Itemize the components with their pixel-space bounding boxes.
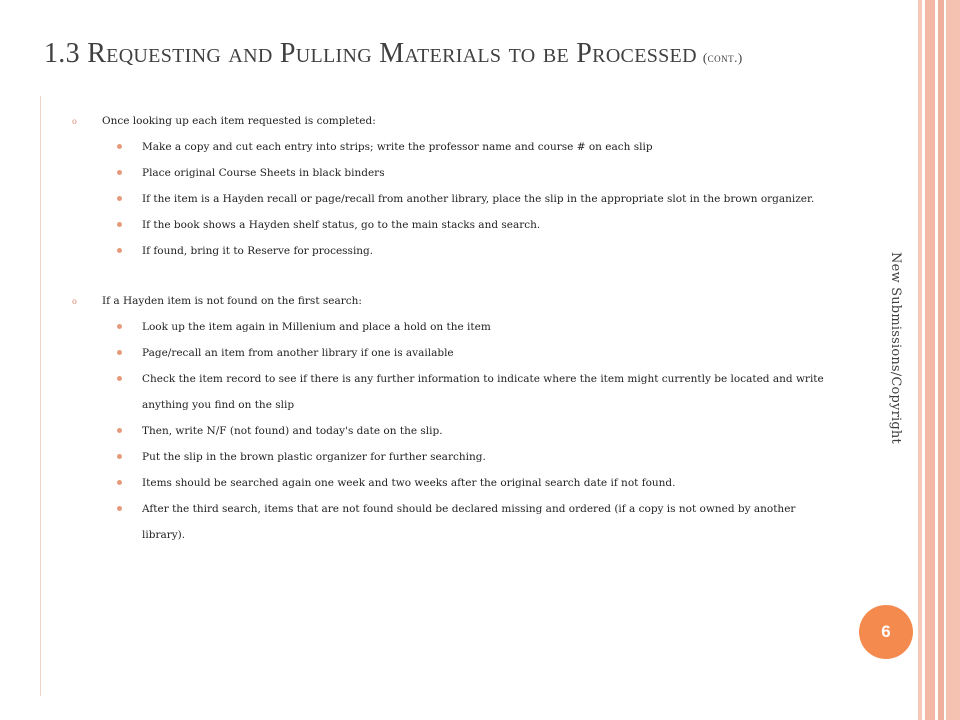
list-item-text: After the third search, items that are not found should be declared missing and ordered (if a copy is not owned by another library).	[142, 503, 796, 541]
bullet-dot-icon	[117, 196, 122, 201]
section-not-found	[70, 292, 840, 548]
list-item	[70, 134, 840, 160]
list-item-text: If found, bring it to Reserve for processing.	[142, 245, 374, 257]
list-item-text: Then, write N/F (not found) and today's date on the slip.	[142, 425, 443, 437]
list-item	[70, 160, 840, 186]
section-after-lookup	[70, 112, 840, 264]
list-item	[70, 444, 840, 470]
stripe	[925, 0, 935, 720]
list-item	[70, 496, 840, 548]
section-heading	[70, 292, 840, 310]
stripe	[946, 0, 960, 720]
bullet-dot-icon	[117, 350, 122, 355]
bullet-dot-icon	[117, 506, 122, 511]
bullet-dot-icon	[117, 324, 122, 329]
slide-title	[44, 36, 904, 76]
section-heading	[70, 112, 840, 130]
left-divider	[40, 96, 41, 696]
list-item	[70, 340, 840, 366]
list-item-text: If the book shows a Hayden shelf status, go to the main stacks and search.	[142, 219, 541, 231]
list-item	[70, 186, 840, 212]
list-item-text: Look up the item again in Millenium and place a hold on the item	[142, 321, 491, 333]
page-number-badge: 6	[859, 605, 913, 659]
list-item	[70, 470, 840, 496]
bullet-dot-icon	[117, 376, 122, 381]
section-heading-text: If a Hayden item is not found on the first search:	[102, 295, 362, 307]
bullet-dot-icon	[117, 454, 122, 459]
bullet-dot-icon	[117, 248, 122, 253]
list-item-text: Check the item record to see if there is any further information to indicate where the item might currently be located and write anything you find on the slip	[142, 373, 824, 411]
bullet-dot-icon	[117, 222, 122, 227]
list-item	[70, 418, 840, 444]
bullet-dot-icon	[117, 144, 122, 149]
side-label: New Submissions/Copyright	[888, 252, 903, 444]
section-heading-text: Once looking up each item requested is completed:	[102, 115, 376, 127]
slide-title-suffix: (cont.)	[702, 50, 743, 65]
list-item-text: Make a copy and cut each entry into strips; write the professor name and course # on each slip	[142, 141, 653, 153]
list-item-text: Put the slip in the brown plastic organizer for further searching.	[142, 451, 486, 463]
bullet-list	[70, 314, 840, 548]
list-item-text: Place original Course Sheets in black binders	[142, 167, 385, 179]
list-item-text: Page/recall an item from another library if one is available	[142, 347, 454, 359]
slide-title-main: 1.3 Requesting and Pulling Materials to be Processed	[44, 38, 697, 69]
list-item	[70, 212, 840, 238]
bullet-dot-icon	[117, 170, 122, 175]
bullet-list	[70, 134, 840, 264]
bullet-dot-icon	[117, 480, 122, 485]
list-item	[70, 314, 840, 340]
list-item-text: Items should be searched again one week and two weeks after the original search date if not found.	[142, 477, 676, 489]
list-item	[70, 238, 840, 264]
level1-bullet-icon: o	[72, 297, 77, 306]
list-item	[70, 366, 840, 418]
level1-bullet-icon: o	[72, 117, 77, 126]
decorative-stripes	[918, 0, 960, 720]
slide-content	[70, 112, 840, 548]
list-item-text: If the item is a Hayden recall or page/recall from another library, place the slip in the appropriate slot in the brown organizer.	[142, 193, 815, 205]
bullet-dot-icon	[117, 428, 122, 433]
